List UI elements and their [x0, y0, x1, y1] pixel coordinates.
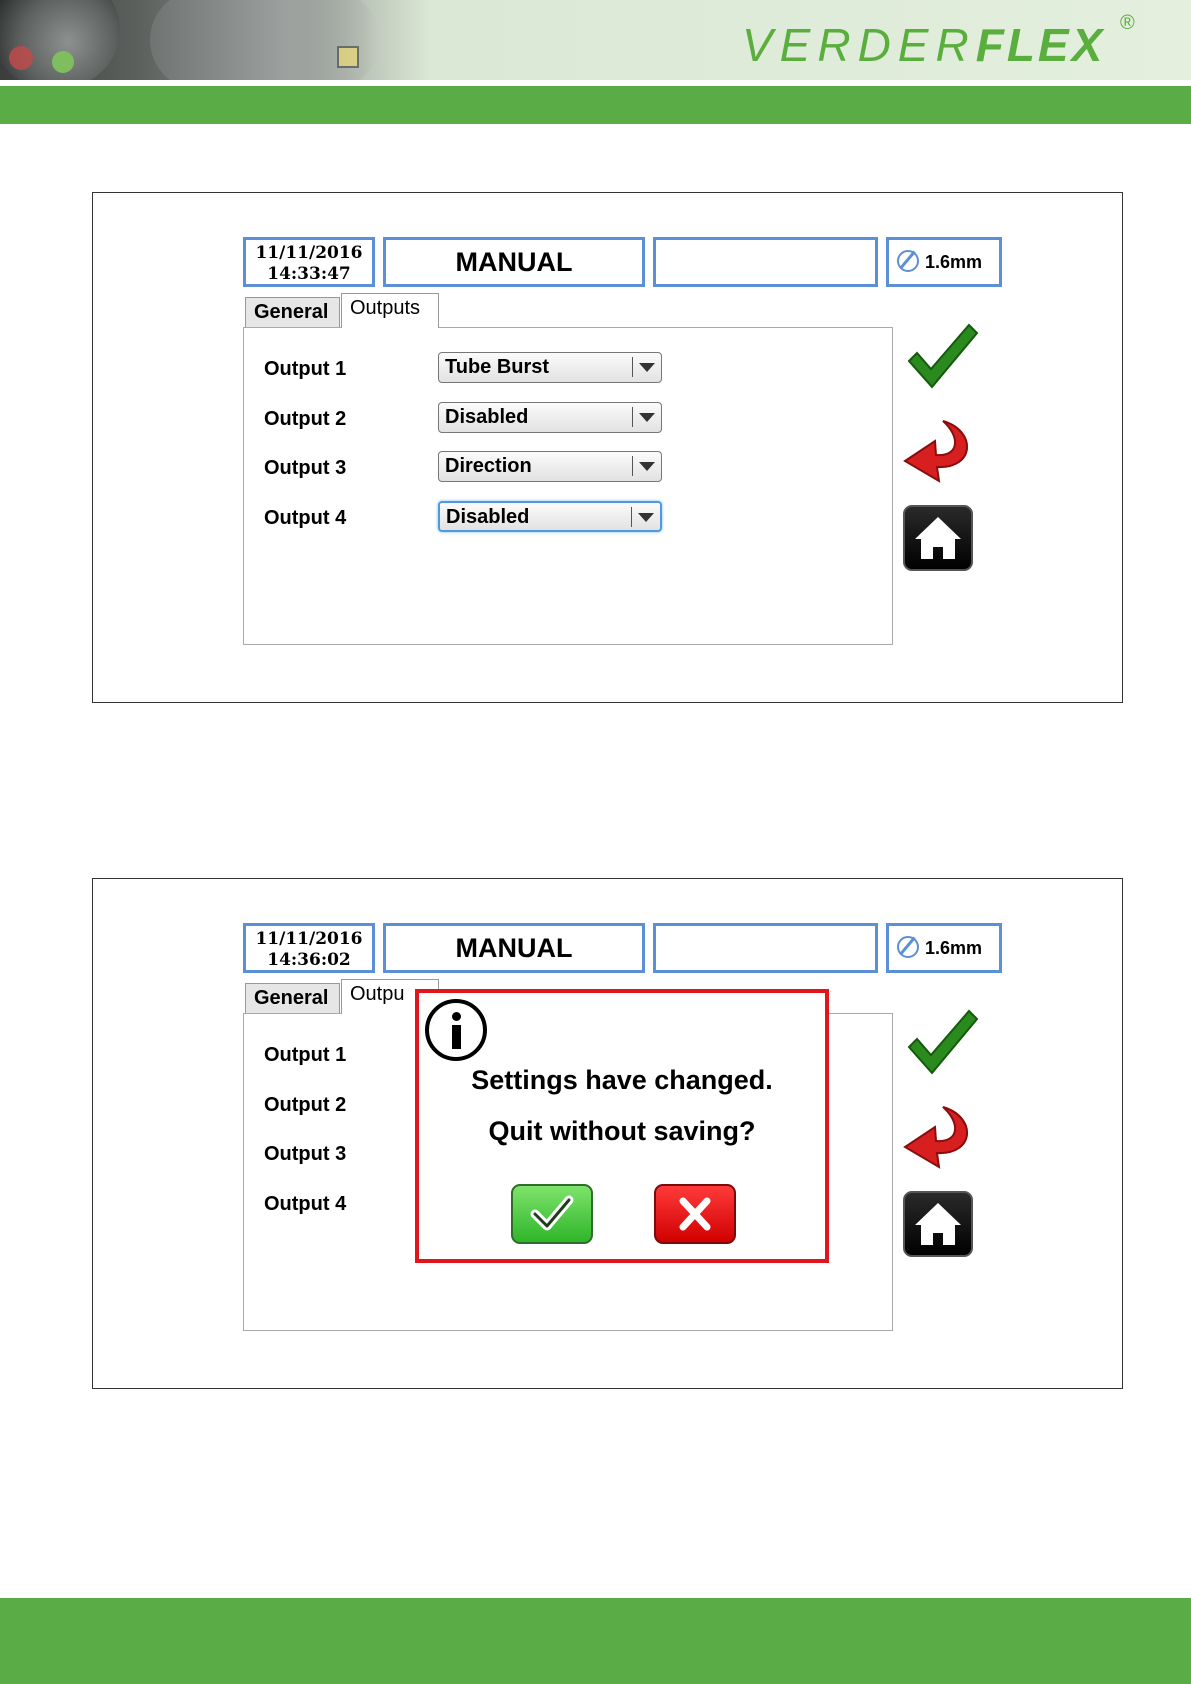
- output-4-label: Output 4: [264, 1193, 347, 1215]
- checkmark-icon[interactable]: [903, 321, 979, 391]
- output-3-label: Output 3: [264, 1143, 347, 1165]
- unsaved-changes-dialog: [415, 989, 829, 1263]
- confirm-quit-button[interactable]: [511, 1184, 593, 1244]
- datetime-box: [243, 923, 375, 973]
- dialog-question: Quit without saving?: [488, 1116, 756, 1146]
- output-2-label: Output 2: [264, 1094, 347, 1116]
- date-text: 11/11/2016: [255, 243, 363, 263]
- tube-size-box: [886, 237, 1002, 287]
- tab-general[interactable]: General: [245, 983, 340, 1014]
- back-arrow-icon[interactable]: [903, 417, 975, 483]
- output-3-select[interactable]: [438, 451, 662, 482]
- select-divider: [632, 357, 633, 377]
- cancel-quit-button[interactable]: [654, 1184, 736, 1244]
- tab-outputs[interactable]: Outputs: [341, 293, 439, 328]
- dropdown-arrow-icon: [639, 462, 655, 471]
- info-icon: [425, 999, 487, 1061]
- time-text: 14:36:02: [267, 950, 351, 970]
- mode-box: MANUAL: [383, 923, 645, 973]
- checkmark-icon[interactable]: [903, 1007, 979, 1077]
- dropdown-arrow-icon: [639, 363, 655, 372]
- hmi-screen: [243, 923, 1003, 1353]
- home-icon: [905, 507, 971, 569]
- header-band: [0, 86, 1191, 124]
- output-1-value: Tube Burst: [445, 356, 550, 378]
- back-arrow-icon[interactable]: [903, 1103, 975, 1169]
- tube-size-text: 1.6mm: [925, 252, 983, 272]
- diameter-icon: [897, 250, 919, 272]
- pump-photo-shape: [150, 0, 380, 80]
- diameter-icon: [897, 936, 919, 958]
- home-button[interactable]: [903, 1191, 973, 1257]
- output-3-value: Direction: [445, 455, 532, 477]
- pump-knob: [52, 51, 74, 73]
- mode-box: MANUAL: [383, 237, 645, 287]
- screenshot-panel-quit-dialog: [92, 878, 1123, 1389]
- close-icon: [656, 1186, 734, 1242]
- dropdown-arrow-icon: [638, 513, 654, 522]
- pump-knob: [9, 46, 33, 70]
- pump-label: [337, 46, 359, 68]
- output-1-label: Output 1: [264, 1044, 347, 1066]
- dialog-message: Settings have changed.: [471, 1065, 773, 1095]
- footer-band: [0, 1598, 1191, 1684]
- output-4-value: Disabled: [446, 506, 530, 528]
- select-divider: [632, 456, 633, 476]
- date-text: 11/11/2016: [255, 929, 363, 949]
- output-3-label: Output 3: [264, 457, 347, 479]
- outputs-tab-content: [243, 327, 893, 645]
- checkmark-icon: [513, 1186, 591, 1242]
- time-text: 14:33:47: [267, 264, 351, 284]
- output-1-select[interactable]: [438, 352, 662, 383]
- home-icon: [905, 1193, 971, 1255]
- hmi-screen: [243, 237, 1003, 667]
- output-4-label: Output 4: [264, 507, 347, 529]
- datetime-box: [243, 237, 375, 287]
- dropdown-arrow-icon: [639, 413, 655, 422]
- select-divider: [631, 507, 632, 527]
- screenshot-panel-outputs: [92, 192, 1123, 703]
- tab-general[interactable]: General: [245, 297, 340, 328]
- select-divider: [632, 407, 633, 427]
- output-2-select[interactable]: [438, 402, 662, 433]
- home-button[interactable]: [903, 505, 973, 571]
- tube-size-box: [886, 923, 1002, 973]
- status-message-box: [653, 237, 878, 287]
- output-2-value: Disabled: [445, 406, 529, 428]
- output-1-label: Output 1: [264, 358, 347, 380]
- output-2-label: Output 2: [264, 408, 347, 430]
- verderflex-logo: VERDERFLEX ®: [742, 12, 1135, 71]
- tab-outputs[interactable]: Outpu: [341, 979, 439, 1014]
- tube-size-text: 1.6mm: [925, 938, 983, 958]
- status-message-box: [653, 923, 878, 973]
- output-4-select[interactable]: [438, 501, 662, 532]
